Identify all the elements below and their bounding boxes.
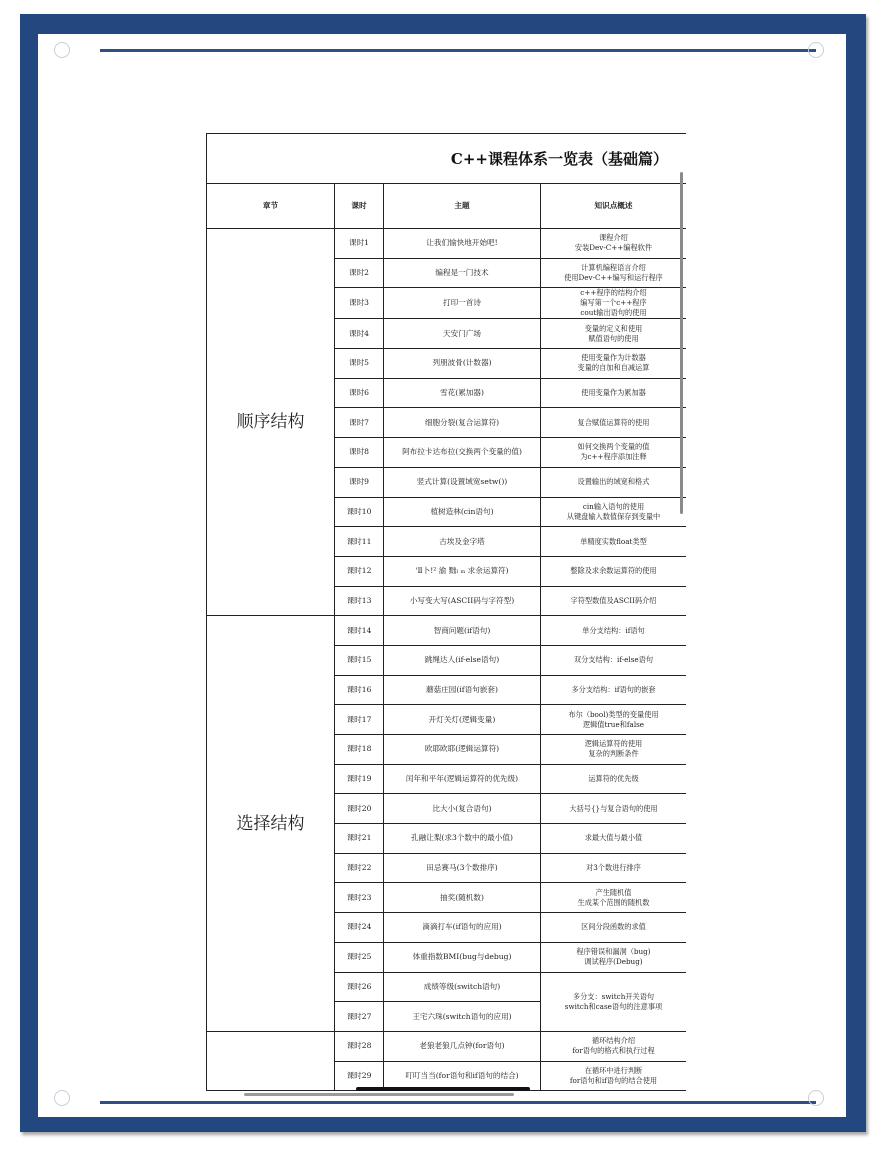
knowledge-cell: 多分支：switch开关语句 switch和case语句的注意事项 (541, 972, 687, 1031)
topic-cell: 闰年和平年(逻辑运算符的优先级) (384, 764, 541, 794)
knowledge-cell: 设置输出的域宽和格式 (541, 467, 687, 497)
topic-cell: 列朋波骨(计数器) (384, 349, 541, 379)
topic-cell: 叮叮当当(for语句和if语句的结合) (384, 1061, 541, 1091)
knowledge-cell: 课程介绍 安装Dev-C++编程软件 (541, 229, 687, 259)
hour-cell: 课时20 (335, 794, 384, 824)
topic-cell: 王宅六珠(switch语句的应用) (384, 1002, 541, 1032)
hour-cell: 课时2 (335, 258, 384, 288)
hour-cell: 课时10 (335, 497, 384, 527)
hour-cell: 课时23 (335, 883, 384, 913)
knowledge-cell: 使用变量作为计数器 变量的自加和自减运算 (541, 349, 687, 379)
table-row (207, 229, 687, 259)
hour-cell: 课时18 (335, 735, 384, 765)
topic-cell: 竖式计算(设置域宽setw()) (384, 467, 541, 497)
hour-cell: 课时3 (335, 288, 384, 319)
hour-cell: 课时29 (335, 1061, 384, 1091)
hour-cell: 课时5 (335, 349, 384, 379)
frame-top-rule (100, 49, 816, 52)
corner-handle-icon (808, 1090, 824, 1106)
hour-cell: 课时16 (335, 675, 384, 705)
topic-cell: 孔融让梨(求3个数中的最小值) (384, 824, 541, 854)
topic-cell: 田忌赛马(3个数排序) (384, 853, 541, 883)
topic-cell: 编程是一门技术 (384, 258, 541, 288)
topic-cell: 成绩等级(switch语句) (384, 972, 541, 1002)
hour-cell: 课时19 (335, 764, 384, 794)
knowledge-cell: 循环结构介绍 for语句的格式和执行过程 (541, 1031, 687, 1061)
hour-cell: 课时11 (335, 527, 384, 557)
hour-cell: 课时8 (335, 438, 384, 468)
topic-cell: 阿布拉卡达布拉(交换两个变量的值) (384, 438, 541, 468)
chapter-cell (207, 1031, 335, 1090)
header-topic: 主题 (384, 184, 541, 229)
knowledge-cell: 区间分段函数的求值 (541, 913, 687, 943)
knowledge-cell: 大括号{}与复合语句的使用 (541, 794, 687, 824)
hour-cell: 课时15 (335, 645, 384, 675)
knowledge-cell: 使用变量作为累加器 (541, 378, 687, 408)
vertical-scrollbar[interactable] (680, 172, 683, 514)
topic-cell: 比大小(复合语句) (384, 794, 541, 824)
knowledge-cell: 字符型数值及ASCII码介绍 (541, 586, 687, 616)
table-row (207, 616, 687, 646)
header-hour: 课时 (335, 184, 384, 229)
corner-handle-icon (808, 42, 824, 58)
knowledge-cell: 如何交换两个变量的值 为c++程序添加注释 (541, 438, 687, 468)
topic-cell: 智商问题(if语句) (384, 616, 541, 646)
topic-cell: 抽奖(随机数) (384, 883, 541, 913)
topic-cell: 欧耶欧耶(逻辑运算符) (384, 735, 541, 765)
hour-cell: 课时13 (335, 586, 384, 616)
topic-cell: 蘑菇庄园(if语句嵌套) (384, 675, 541, 705)
hour-cell: 课时12 (335, 556, 384, 586)
hour-cell: 课时4 (335, 319, 384, 349)
corner-handle-icon (54, 1090, 70, 1106)
knowledge-cell: c++程序的结构介绍 编写第一个c++程序 cout输出语句的使用 (541, 288, 687, 319)
knowledge-cell: 逻辑运算符的使用 复杂的判断条件 (541, 735, 687, 765)
topic-cell: 天安门广场 (384, 319, 541, 349)
topic-cell: 植树造林(cin语句) (384, 497, 541, 527)
hour-cell: 课时9 (335, 467, 384, 497)
header-knowledge: 知识点概述 (541, 184, 687, 229)
ink-underline-mark (356, 1087, 530, 1091)
knowledge-cell: 整除及求余数运算符的使用 (541, 556, 687, 586)
hour-cell: 课时7 (335, 408, 384, 438)
hour-cell: 课时27 (335, 1002, 384, 1032)
knowledge-cell: 求最大值与最小值 (541, 824, 687, 854)
topic-cell: 小写变大写(ASCII码与字符型) (384, 586, 541, 616)
hour-cell: 课时1 (335, 229, 384, 259)
topic-cell: 古埃及金字塔 (384, 527, 541, 557)
knowledge-cell: cin输入语句的使用 从键盘输入数值保存到变量中 (541, 497, 687, 527)
hour-cell: 课时14 (335, 616, 384, 646)
chapter-cell: 顺序结构 (207, 229, 335, 616)
knowledge-cell: 计算机编程语言介绍 使用Dev-C++编写和运行程序 (541, 258, 687, 288)
hour-cell: 课时22 (335, 853, 384, 883)
header-chapter: 章节 (207, 184, 335, 229)
horizontal-scrollbar[interactable] (244, 1093, 514, 1096)
topic-cell: 体重指数BMI(bug与debug) (384, 942, 541, 972)
topic-cell: 让我们愉快地开始吧! (384, 229, 541, 259)
chapter-cell: 选择结构 (207, 616, 335, 1032)
course-table-body (207, 229, 687, 1091)
knowledge-cell: 变量的定义和使用 赋值语句的使用 (541, 319, 687, 349)
topic-cell: 滴滴打车(if语句的应用) (384, 913, 541, 943)
hour-cell: 课时17 (335, 705, 384, 735)
hour-cell: 课时28 (335, 1031, 384, 1061)
topic-cell: 跳绳达人(if-else语句) (384, 645, 541, 675)
knowledge-cell: 布尔（bool)类型的变量使用 逻辑值true和false (541, 705, 687, 735)
knowledge-cell: 在循环中进行判断 for语句和if语句的结合使用 (541, 1061, 687, 1091)
hour-cell: 课时6 (335, 378, 384, 408)
document-title: C++课程体系一览表（基础篇） (206, 133, 686, 183)
course-table (206, 183, 686, 1091)
table-header-row (207, 184, 687, 229)
knowledge-cell: 对3个数进行排序 (541, 853, 687, 883)
frame-bottom-rule (100, 1101, 816, 1104)
topic-cell: 打印一首诗 (384, 288, 541, 319)
hour-cell: 课时21 (335, 824, 384, 854)
knowledge-cell: 单精度实数float类型 (541, 527, 687, 557)
topic-cell: 细胞分裂(复合运算符) (384, 408, 541, 438)
hour-cell: 课时26 (335, 972, 384, 1002)
knowledge-cell: 运算符的优先级 (541, 764, 687, 794)
knowledge-cell: 双分支结构：if-else语句 (541, 645, 687, 675)
hour-cell: 课时25 (335, 942, 384, 972)
table-row (207, 1031, 687, 1061)
course-document (206, 133, 686, 1099)
hour-cell: 课时24 (335, 913, 384, 943)
corner-handle-icon (54, 42, 70, 58)
knowledge-cell: 多分支结构：if语句的嵌套 (541, 675, 687, 705)
topic-cell: 开灯关灯(逻辑变量) (384, 705, 541, 735)
topic-cell: 老狼老狼几点钟(for语句) (384, 1031, 541, 1061)
knowledge-cell: 产生随机值 生成某个范围的随机数 (541, 883, 687, 913)
topic-cell: 'Ⅱ卜!² 渝 黜ₗ ₘ 求余运算符) (384, 556, 541, 586)
knowledge-cell: 复合赋值运算符的使用 (541, 408, 687, 438)
knowledge-cell: 单分支结构：if语句 (541, 616, 687, 646)
knowledge-cell: 程序错误和漏洞（bug) 调试程序(Debug) (541, 942, 687, 972)
topic-cell: 雪花(累加器) (384, 378, 541, 408)
